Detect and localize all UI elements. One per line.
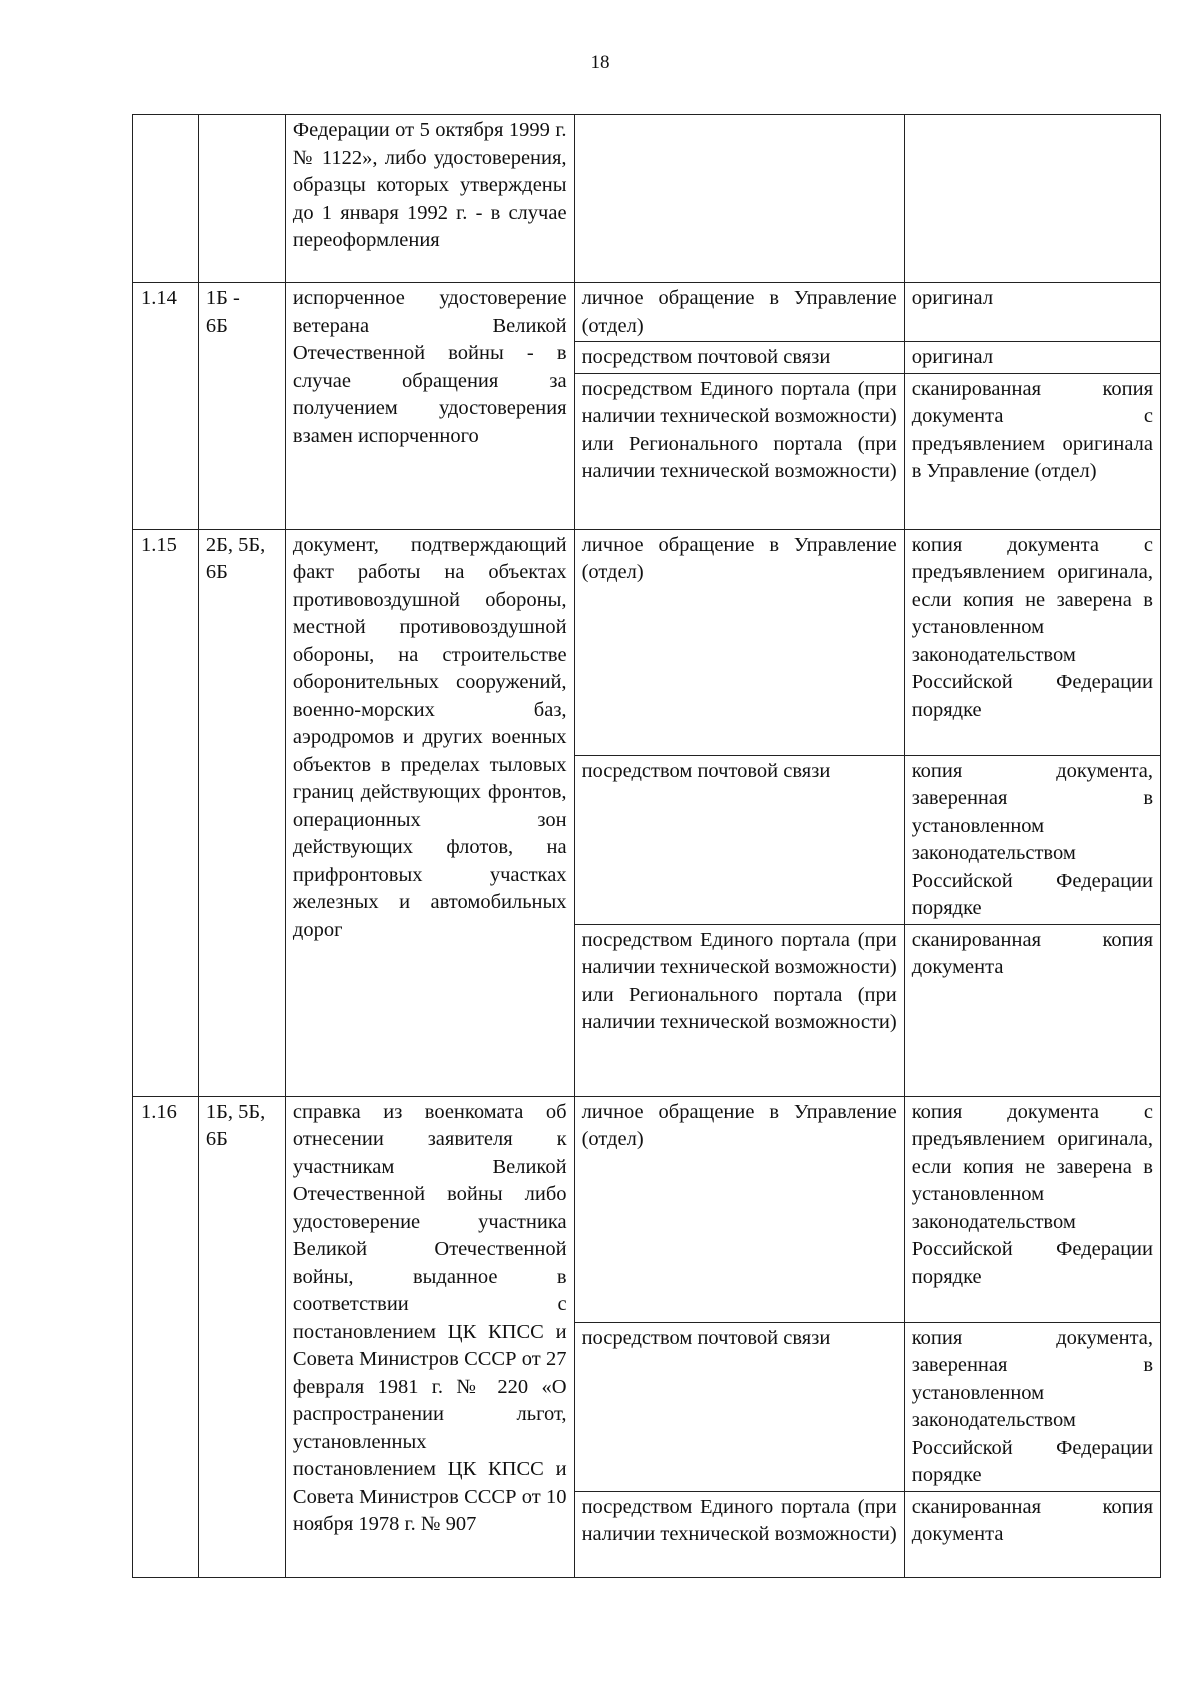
- category-cell: [198, 529, 285, 1096]
- document-cell: справка из военкомата об отнесении заявителя к участникам Великой Отечественной войны либо удостоверение участника Великой Отечественной войны, выданное в соответствии с постановлением ЦК КПСС и Совета Министров СССР от 27 февраля 1981 г. № 220 «О распространении льгот, установленных постановлением ЦК КПСС и Совета Министров СССР от 10 ноября 1978 г. № 907: [285, 1096, 574, 1577]
- method-cell: личное обращение в Управление (отдел): [574, 529, 904, 755]
- table-row: [133, 115, 1161, 283]
- form-cell: сканированная копия документа с предъявлением оригинала в Управление (отдел): [904, 373, 1160, 529]
- form-cell: копия документа с предъявлением оригинала, если копия не заверена в установленном законодательством Российской Федерации порядке: [904, 1096, 1160, 1322]
- method-cell: личное обращение в Управление (отдел): [574, 1096, 904, 1322]
- document-cell: испорченное удостоверение ветерана Великой Отечественной войны - в случае обращения за получением удостоверения взамен испорченного: [285, 283, 574, 530]
- method-cell: посредством Единого портала (при наличии технической возможности): [574, 1491, 904, 1577]
- row-number-cell: 1.16: [133, 1096, 199, 1577]
- method-cell: посредством Единого портала (при наличии технической возможности) или Регионального портала (при наличии технической возможности): [574, 373, 904, 529]
- category-text: 2Б, 5Б, 6Б: [205, 533, 266, 583]
- table-row: [133, 529, 1161, 755]
- document-cell: Федерации от 5 октября 1999 г. № 1122», либо удостоверения, образцы которых утверждены до 1 января 1992 г. - в случае переоформления: [285, 115, 574, 283]
- page-number: 18: [590, 52, 610, 73]
- category-text: 1Б - 6Б: [205, 287, 240, 337]
- form-cell: копия документа с предъявлением оригинала, если копия не заверена в установленном законодательством Российской Федерации порядке: [904, 529, 1160, 755]
- table-row: [133, 1096, 1161, 1322]
- method-cell: посредством почтовой связи: [574, 1322, 904, 1491]
- method-cell: посредством почтовой связи: [574, 342, 904, 374]
- method-cell: посредством почтовой связи: [574, 755, 904, 924]
- form-cell: копия документа, заверенная в установленном законодательством Российской Федерации порядке: [904, 1322, 1160, 1491]
- category-text: 1Б, 5Б, 6Б: [205, 1100, 266, 1150]
- form-cell: оригинал: [904, 342, 1160, 374]
- category-cell: [198, 1096, 285, 1577]
- method-cell: посредством Единого портала (при наличии технической возможности) или Регионального портала (при наличии технической возможности): [574, 924, 904, 1096]
- row-number-cell: 1.14: [133, 283, 199, 530]
- form-cell: сканированная копия документа: [904, 1491, 1160, 1577]
- category-cell: [198, 283, 285, 530]
- table-row: [133, 283, 1161, 342]
- row-number-cell: 1.15: [133, 529, 199, 1096]
- row-number-cell: [133, 115, 199, 283]
- services-table: [132, 114, 1161, 1578]
- method-cell: личное обращение в Управление (отдел): [574, 283, 904, 342]
- form-cell: сканированная копия документа: [904, 924, 1160, 1096]
- document-cell: документ, подтверждающий факт работы на объектах противовоздушной обороны, местной противовоздушной обороны, на строительстве оборонительных сооружений, военно-морских баз, аэродромов и других военных объектов в пределах тыловых границ действующих фронтов, операционных зон действующих флотов, на прифронтовых участках железных и автомобильных дорог: [285, 529, 574, 1096]
- form-cell: [904, 115, 1160, 283]
- form-cell: оригинал: [904, 283, 1160, 342]
- category-cell: [198, 115, 285, 283]
- method-cell: [574, 115, 904, 283]
- form-cell: копия документа, заверенная в установленном законодательством Российской Федерации порядке: [904, 755, 1160, 924]
